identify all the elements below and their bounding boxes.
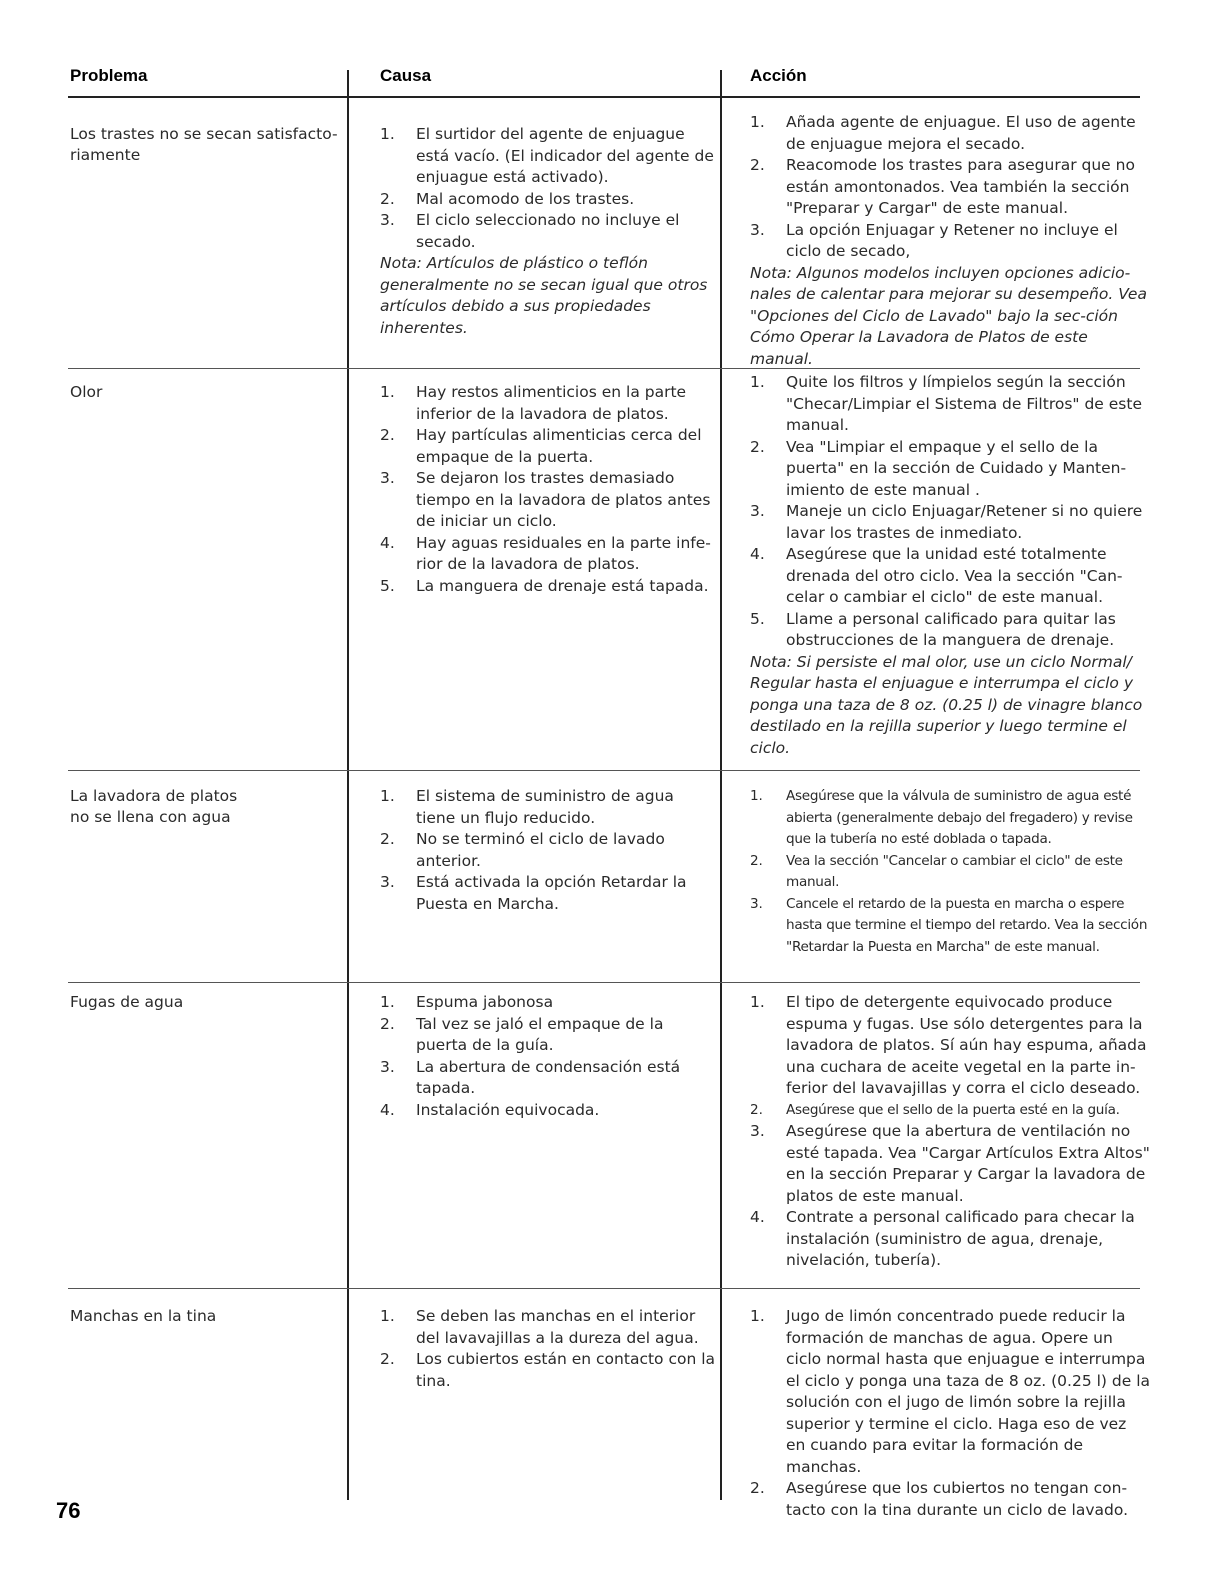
- action-text: El tipo de detergente equivocado produce espuma y fugas. Use sólo detergentes para la lavadora de platos. Sí aún hay espuma, añada una cuchara de aceite vegetal en la parte in-ferior del lavavajillas y corra el ciclo deseado.: [786, 993, 1147, 1097]
- action-text: Contrate a personal calificado para checar la instalación (suministro de agua, drenaje, nivelación, tubería).: [786, 1208, 1135, 1269]
- list-item: 2. Los cubiertos están en contacto con la tina.: [380, 1349, 715, 1392]
- cause-text: El sistema de suministro de agua tiene un flujo reducido.: [416, 787, 674, 827]
- cause-text: Hay restos alimenticios en la parte inferior de la lavadora de platos.: [416, 383, 687, 423]
- cause-text: Los cubiertos están en contacto con la tina.: [416, 1350, 716, 1390]
- cause-text: Se deben las manchas en el interior del lavavajillas a la dureza del agua.: [416, 1307, 699, 1347]
- cause-cell: [380, 992, 715, 1121]
- action-text: Asegúrese que la válvula de suministro de agua esté abierta (generalmente debajo del fregadero) y revise que la tubería no esté doblada o tapada.: [786, 788, 1133, 847]
- list-item: 2. Hay partículas alimenticias cerca del empaque de la puerta.: [380, 425, 715, 468]
- cause-text: Hay aguas residuales en la parte infe-rior de la lavadora de platos.: [416, 533, 711, 573]
- cause-text: Instalación equivocada.: [416, 1100, 600, 1119]
- list-item: 3. Está activada la opción Retardar la Puesta en Marcha.: [380, 872, 715, 915]
- list-item: 2. Reacomode los trastes para asegurar que no están amontonados. Vea también la sección "Preparar y Cargar" de este manual.: [750, 155, 1150, 220]
- header-causa: Causa: [380, 66, 432, 85]
- cause-text: La manguera de drenaje está tapada.: [416, 576, 709, 595]
- list-item: 1. El tipo de detergente equivocado produce espuma y fugas. Use sólo detergentes para la lavadora de platos. Sí aún hay espuma, añada una cuchara de aceite vegetal en la parte in-ferior del lavavajillas y corra el ciclo deseado.: [750, 992, 1150, 1100]
- action-text: Cancele el retardo de la puesta en marcha o espere hasta que termine el tiempo del retardo. Vea la sección "Retardar la Puesta en Marcha" de este manual.: [786, 895, 1148, 955]
- action-text: Vea la sección "Cancelar o cambiar el ciclo" de este manual.: [786, 852, 1123, 890]
- action-cell: [750, 1306, 1150, 1521]
- problem-cell: Los trastes no se secan satisfacto- riamente: [70, 125, 338, 164]
- cause-text: Hay partículas alimenticias cerca del empaque de la puerta.: [416, 426, 702, 466]
- row-divider: [68, 770, 1140, 771]
- row-divider: [68, 1288, 1140, 1289]
- header-rule: [68, 96, 1140, 98]
- action-text: Asegúrese que la abertura de ventilación no esté tapada. Vea "Cargar Artículos Extra Altos" en la sección Preparar y Cargar la lavadora de platos de este manual.: [786, 1122, 1150, 1205]
- problem-cell: La lavadora de platos no se llena con agua: [70, 787, 238, 826]
- list-item: 2. No se terminó el ciclo de lavado anterior.: [380, 829, 715, 872]
- action-text: Vea "Limpiar el empaque y el sello de la puerta" en la sección de Cuidado y Manten-imiento de este manual .: [786, 437, 1127, 499]
- list-item: 1. Jugo de limón concentrado puede reducir la formación de manchas de agua. Opere un ciclo normal hasta que enjuague e interrumpa el ciclo y ponga una taza de 8 oz. (0.25 l) de la solución con el jugo de limón sobre la rejilla superior y termine el ciclo. Haga eso de vez en cuando para evitar la formación de manchas.: [750, 1306, 1150, 1478]
- list-item: 4. Contrate a personal calificado para checar la instalación (suministro de agua, drenaje, nivelación, tubería).: [750, 1207, 1150, 1272]
- column-divider-right: [720, 70, 722, 1500]
- list-item: 2. Vea la sección "Cancelar o cambiar el ciclo" de este manual.: [750, 851, 1150, 894]
- cause-text: Espuma jabonosa: [416, 993, 554, 1011]
- action-text: La opción Enjuagar y Retener no incluye el ciclo de secado,: [786, 220, 1118, 260]
- cause-cell: [380, 382, 715, 597]
- list-item: 1. Se deben las manchas en el interior del lavavajillas a la dureza del agua.: [380, 1306, 715, 1349]
- action-note: Nota: Si persiste el mal olor, use un ciclo Normal/ Regular hasta el enjuague e interrumpa el ciclo y ponga una taza de 8 oz. (0.25 l) de vinagre blanco destilado en la rejilla superior y luego termine el ciclo.: [750, 652, 1143, 757]
- problem-cell: Olor: [70, 383, 103, 401]
- cause-text: Está activada la opción Retardar la Puesta en Marcha.: [416, 873, 687, 913]
- list-item: 4. Instalación equivocada.: [380, 1100, 715, 1122]
- list-item: 1. Espuma jabonosa: [380, 992, 715, 1014]
- problem-cell: Manchas en la tina: [70, 1307, 217, 1325]
- action-text: Jugo de limón concentrado puede reducir la formación de manchas de agua. Opere un ciclo normal hasta que enjuague e interrumpa el ciclo y ponga una taza de 8 oz. (0.25 l) de la solución con el jugo de limón sobre la rejilla superior y termine el ciclo. Haga eso de vez en cuando para evitar la formación de manchas.: [786, 1307, 1150, 1476]
- list-item: 3. Se dejaron los trastes demasiado tiempo en la lavadora de platos antes de iniciar un ciclo.: [380, 468, 715, 533]
- action-text: Llame a personal calificado para quitar las obstrucciones de la manguera de drenaje.: [786, 609, 1116, 649]
- action-cell: [750, 372, 1150, 759]
- action-note: Nota: Algunos modelos incluyen opciones adicio-nales de calentar para mejorar su desempeño. Vea "Opciones del Ciclo de Lavado" bajo la sec-ción Cómo Operar la Lavadora de Platos de este manual.: [750, 263, 1147, 368]
- cause-text: El surtidor del agente de enjuague está vacío. (El indicador del agente de enjuague está activado).: [416, 125, 714, 186]
- list-item: 2. Tal vez se jaló el empaque de la puerta de la guía.: [380, 1014, 715, 1057]
- cause-cell: [380, 1306, 715, 1392]
- column-divider-left: [347, 70, 349, 1500]
- cause-text: Se dejaron los trastes demasiado tiempo en la lavadora de platos antes de iniciar un ciclo.: [416, 469, 711, 530]
- action-cell: [750, 786, 1150, 958]
- list-item: 4. Asegúrese que la unidad esté totalmente drenada del otro ciclo. Vea la sección "Can-celar o cambiar el ciclo" de este manual.: [750, 544, 1150, 609]
- list-item: 2. Vea "Limpiar el empaque y el sello de la puerta" en la sección de Cuidado y Manten-imiento de este manual .: [750, 437, 1150, 502]
- header-problema: Problema: [70, 66, 148, 85]
- list-item: 1. El surtidor del agente de enjuague está vacío. (El indicador del agente de enjuague está activado).: [380, 124, 715, 189]
- list-item: 2. Mal acomodo de los trastes.: [380, 189, 715, 211]
- list-item: 3. El ciclo seleccionado no incluye el secado.: [380, 210, 715, 253]
- list-item: 3. La opción Enjuagar y Retener no incluye el ciclo de secado,: [750, 220, 1150, 263]
- action-text: Asegúrese que la unidad esté totalmente drenada del otro ciclo. Vea la sección "Can-celar o cambiar el ciclo" de este manual.: [786, 545, 1123, 606]
- list-item: 1. El sistema de suministro de agua tiene un flujo reducido.: [380, 786, 715, 829]
- action-text: Asegúrese que los cubiertos no tengan con-tacto con la tina durante un ciclo de lavado.: [786, 1479, 1128, 1519]
- action-cell: [750, 112, 1150, 370]
- cause-text: Tal vez se jaló el empaque de la puerta de la guía.: [416, 1014, 664, 1054]
- list-item: 5. La manguera de drenaje está tapada.: [380, 576, 715, 598]
- action-text: Reacomode los trastes para asegurar que no están amontonados. Vea también la sección "Preparar y Cargar" de este manual.: [786, 156, 1135, 217]
- action-text: Asegúrese que el sello de la puerta esté en la guía.: [786, 1101, 1120, 1118]
- list-item: 3. Maneje un ciclo Enjuagar/Retener si no quiere lavar los trastes de inmediato.: [750, 501, 1150, 544]
- list-item: 2. Asegúrese que el sello de la puerta esté en la guía.: [750, 1100, 1150, 1122]
- page-number: 76: [56, 1498, 81, 1523]
- cause-text: El ciclo seleccionado no incluye el secado.: [416, 211, 680, 251]
- list-item: 1. Hay restos alimenticios en la parte inferior de la lavadora de platos.: [380, 382, 715, 425]
- list-item: 1. Añada agente de enjuague. El uso de agente de enjuague mejora el secado.: [750, 112, 1150, 155]
- cause-cell: [380, 124, 715, 339]
- header-accion: Acción: [750, 66, 807, 85]
- cause-text: Mal acomodo de los trastes.: [416, 189, 635, 208]
- cause-text: La abertura de condensación está tapada.: [416, 1057, 681, 1097]
- action-text: Quite los filtros y límpielos según la sección "Checar/Limpiar el Sistema de Filtros" de este manual.: [786, 373, 1142, 434]
- list-item: 3. Asegúrese que la abertura de ventilación no esté tapada. Vea "Cargar Artículos Extra Altos" en la sección Preparar y Cargar la lavadora de platos de este manual.: [750, 1121, 1150, 1207]
- cause-text: No se terminó el ciclo de lavado anterior.: [416, 830, 665, 870]
- list-item: 3. Cancele el retardo de la puesta en marcha o espere hasta que termine el tiempo del retardo. Vea la sección "Retardar la Puesta en Marcha" de este manual.: [750, 894, 1150, 959]
- list-item: 4. Hay aguas residuales en la parte infe-rior de la lavadora de platos.: [380, 533, 715, 576]
- action-text: Maneje un ciclo Enjuagar/Retener si no quiere lavar los trastes de inmediato.: [786, 502, 1143, 542]
- list-item: 2. Asegúrese que los cubiertos no tengan con-tacto con la tina durante un ciclo de lavado.: [750, 1478, 1150, 1521]
- cause-note: Nota: Artículos de plástico o teflón generalmente no se secan igual que otros artículos debido a sus propiedades inherentes.: [380, 254, 708, 337]
- list-item: 3. La abertura de condensación está tapada.: [380, 1057, 715, 1100]
- action-text: Añada agente de enjuague. El uso de agente de enjuague mejora el secado.: [786, 113, 1136, 153]
- list-item: 1. Quite los filtros y límpielos según la sección "Checar/Limpiar el Sistema de Filtros" de este manual.: [750, 372, 1150, 437]
- row-divider: [68, 982, 1140, 983]
- action-cell: [750, 992, 1150, 1272]
- problem-cell: Fugas de agua: [70, 993, 184, 1011]
- cause-cell: [380, 786, 715, 915]
- list-item: 1. Asegúrese que la válvula de suministro de agua esté abierta (generalmente debajo del fregadero) y revise que la tubería no esté doblada o tapada.: [750, 786, 1150, 851]
- list-item: 5. Llame a personal calificado para quitar las obstrucciones de la manguera de drenaje.: [750, 609, 1150, 652]
